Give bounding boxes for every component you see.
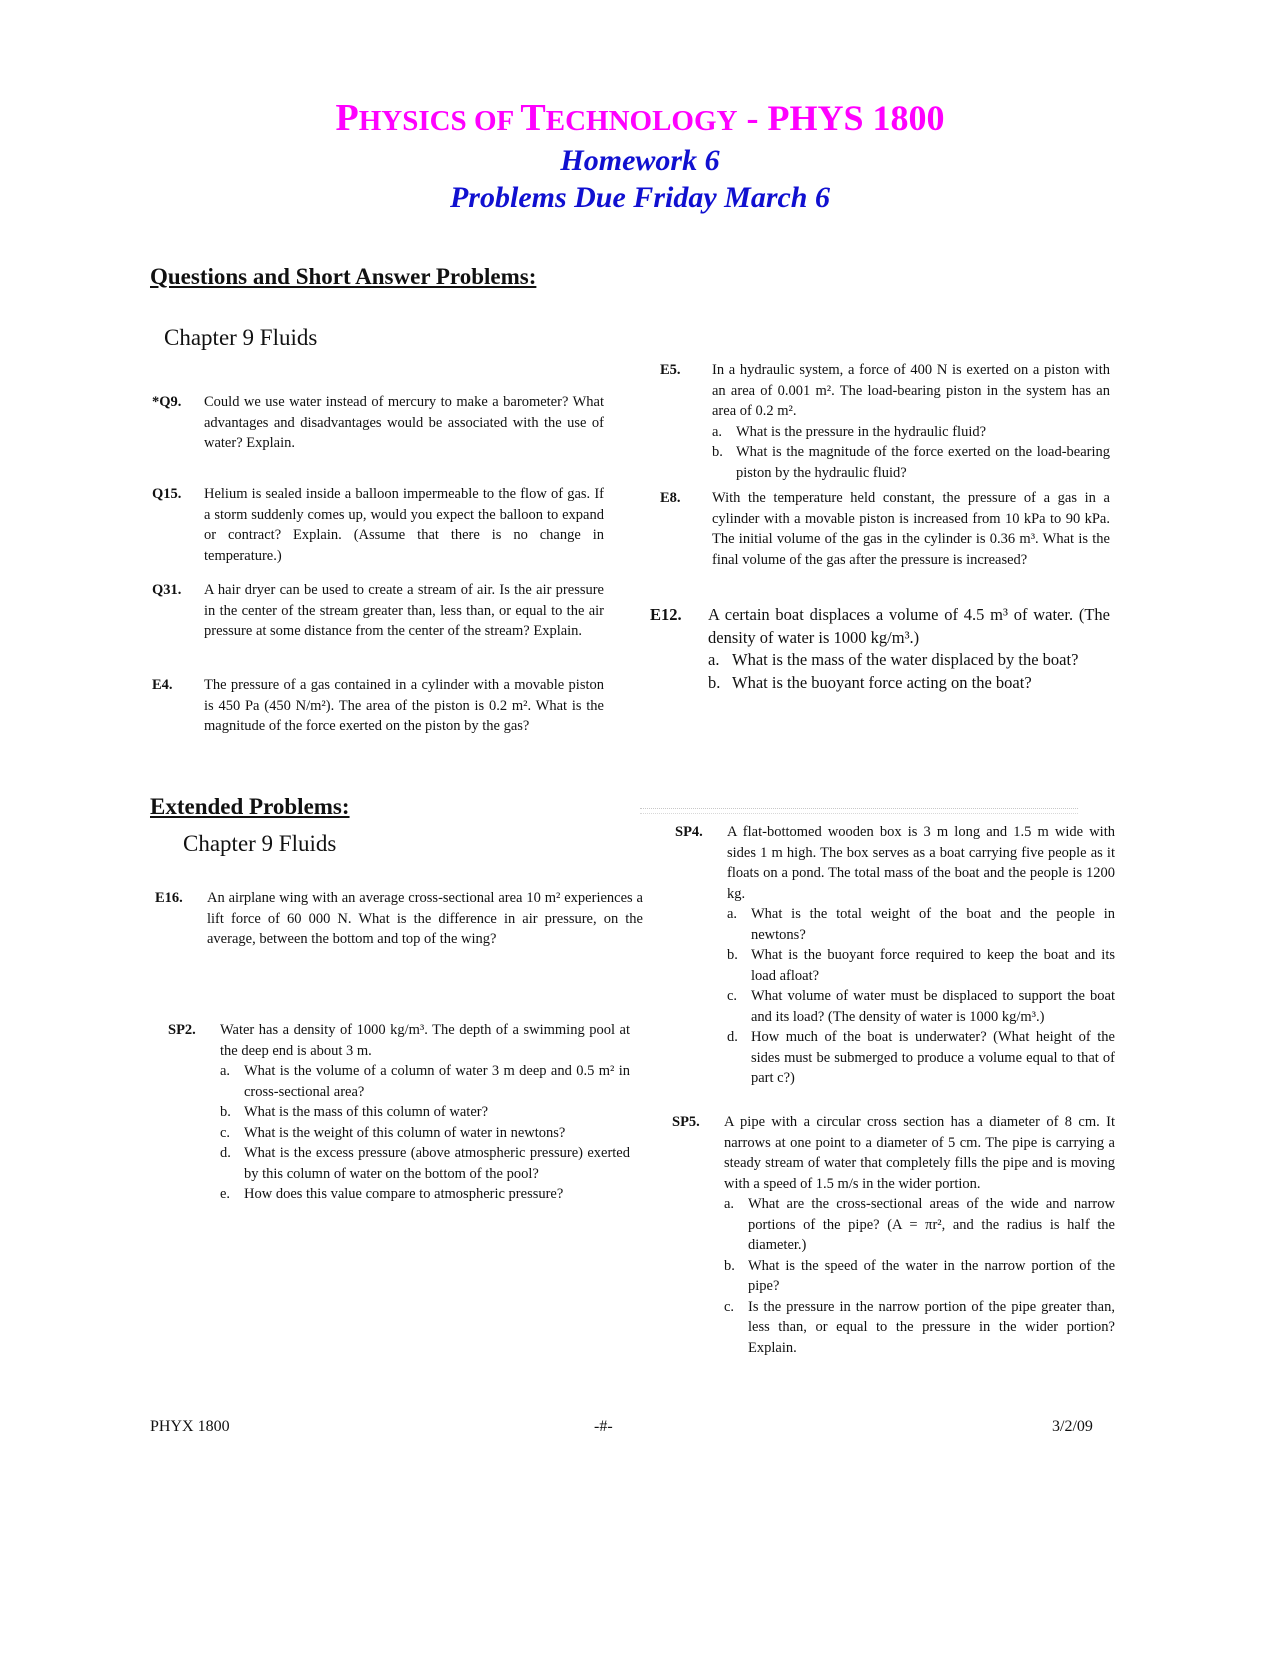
problem-part [220, 1143, 630, 1184]
problem-label: SP4. [675, 824, 703, 840]
problem-text: Water has a density of 1000 kg/m³. The depth of a swimming pool at the deep end is about 3 m. [220, 1022, 630, 1059]
problem-text: In a hydraulic system, a force of 400 N is exerted on a piston with an area of 0.001 m². The load-bearing piston in the system has an area of 0.2 m². [712, 362, 1110, 419]
problem-parts [727, 904, 1115, 1089]
problem-label: SP2. [168, 1022, 196, 1038]
part-text: What is the volume of a column of water 3 m deep and 0.5 m² in cross-sectional area? [244, 1063, 630, 1100]
problem-parts [724, 1194, 1115, 1358]
problem-text: The pressure of a gas contained in a cylinder with a movable piston is 450 Pa (450 N/m²). The area of the piston is 0.2 m². What is the magnitude of the force exerted on the piston by the gas? [204, 677, 604, 734]
problem-parts [712, 422, 1110, 484]
problem-part [724, 1256, 1115, 1297]
part-letter: d. [220, 1145, 231, 1161]
title-t-initial: T [520, 97, 546, 139]
scan-artifact-line [640, 808, 1078, 814]
part-text: Is the pressure in the narrow portion of the pipe greater than, less than, or equal to the pressure in the wider portion? Explain. [748, 1298, 1115, 1356]
problem-e16 [155, 888, 643, 950]
problem-part [712, 422, 1110, 443]
part-letter: a. [220, 1063, 231, 1079]
title-physics-of: HYSICS OF [358, 105, 521, 137]
problem-part [724, 1297, 1115, 1359]
problem-text: A certain boat displaces a volume of 4.5 m³ of water. (The density of water is 1000 kg/m³.) [708, 605, 1110, 647]
part-text: What is the buoyant force acting on the boat? [732, 672, 1032, 692]
part-text: What is the pressure in the hydraulic fluid? [736, 423, 987, 440]
title-course-code: - PHYS 1800 [737, 98, 945, 138]
homework-number: Homework 6 [560, 144, 720, 177]
part-text: What is the magnitude of the force exerted on the load-bearing piston by the hydraulic fluid? [736, 444, 1110, 481]
problem-part [708, 649, 1110, 672]
problem-sp2 [168, 1020, 630, 1205]
part-letter: a. [724, 1196, 735, 1212]
part-letter: b. [724, 1257, 735, 1274]
section-heading-questions: Questions and Short Answer Problems: [150, 264, 537, 289]
problem-sp4 [675, 822, 1115, 1089]
problem-e4 [152, 675, 604, 737]
document-title [0, 96, 1280, 143]
chapter-label-questions: Chapter 9 Fluids [164, 325, 318, 350]
problem-label: Q15. [152, 486, 182, 502]
problem-part [220, 1061, 630, 1102]
part-text: What is the total weight of the boat and the people in newtons? [751, 906, 1115, 943]
part-letter: a. [727, 906, 738, 922]
problem-q9 [152, 392, 604, 454]
part-text: How does this value compare to atmospheric pressure? [244, 1186, 564, 1202]
problem-part [220, 1184, 630, 1205]
problem-part [220, 1123, 630, 1144]
problem-label: *Q9. [152, 394, 182, 410]
problem-label: SP5. [672, 1114, 700, 1130]
problem-e12 [650, 604, 1110, 694]
part-letter: c. [727, 988, 738, 1004]
due-date: Problems Due Friday March 6 [449, 181, 830, 214]
part-letter: a. [708, 650, 720, 669]
problem-q15 [152, 484, 604, 566]
part-text: What is the mass of this column of water? [244, 1104, 489, 1120]
problem-sp5 [672, 1112, 1115, 1358]
problem-e5 [660, 360, 1110, 483]
problem-part [724, 1194, 1115, 1256]
problem-q31 [152, 580, 604, 642]
part-text: How much of the boat is underwater? (What height of the sides must be submerged to produce a volume equal to that of part c?) [751, 1029, 1115, 1086]
problem-label: E8. [660, 490, 681, 506]
part-letter: e. [220, 1186, 231, 1202]
problem-label: E16. [155, 890, 183, 906]
part-letter: c. [220, 1124, 231, 1141]
title-technology: ECHNOLOGY [545, 105, 738, 137]
footer-page-number: -#- [594, 1418, 613, 1435]
problem-text: Could we use water instead of mercury to make a barometer? What advantages and disadvantages would be associated with the use of water? Explain. [204, 394, 604, 451]
part-letter: d. [727, 1029, 738, 1045]
problem-label: E4. [152, 677, 173, 693]
problem-parts [220, 1061, 630, 1205]
problem-part [712, 442, 1110, 483]
chapter-label-extended: Chapter 9 Fluids [183, 831, 337, 856]
problem-part [220, 1102, 630, 1123]
part-text: What is the buoyant force required to keep the boat and its load afloat? [751, 947, 1115, 984]
problem-label: Q31. [152, 582, 182, 598]
part-letter: c. [724, 1298, 735, 1315]
part-letter: b. [727, 947, 738, 963]
part-text: What are the cross-sectional areas of the wide and narrow portions of the pipe? (A = πr², and the radius is half the diameter.) [748, 1196, 1115, 1253]
part-text: What is the weight of this column of water in newtons? [244, 1124, 566, 1141]
part-letter: a. [712, 423, 723, 440]
problem-text: With the temperature held constant, the pressure of a gas in a cylinder with a movable piston is increased from 10 kPa to 90 kPa. The initial volume of the gas in the cylinder is 0.36 m³. What is the final volume of the gas after the pressure is increased? [712, 490, 1110, 568]
part-text: What is the speed of the water in the narrow portion of the pipe? [748, 1257, 1115, 1294]
part-text: What volume of water must be displaced to support the boat and its load? (The density of water is 1000 kg/m³.) [751, 988, 1115, 1025]
problem-text: A hair dryer can be used to create a stream of air. Is the air pressure in the center of the stream greater than, less than, or equal to the air pressure at some distance from the center of the stream? Explain. [204, 582, 604, 639]
footer-course: PHYX 1800 [150, 1418, 230, 1435]
problem-text: Helium is sealed inside a balloon impermeable to the flow of gas. If a storm suddenly comes up, would you expect the balloon to expand or contract? Explain. (Assume that there is no change in temperature.) [204, 486, 604, 564]
part-text: What is the excess pressure (above atmospheric pressure) exerted by this column of water on the bottom of the pool? [244, 1145, 630, 1182]
part-text: What is the mass of the water displaced by the boat? [732, 650, 1079, 669]
problem-text: A pipe with a circular cross section has a diameter of 8 cm. It narrows at one point to a diameter of 5 cm. The pipe is carrying a steady stream of water that completely fills the pipe and is moving with a speed of 1.5 m/s in the wider portion. [724, 1114, 1115, 1192]
problem-text: A flat-bottomed wooden box is 3 m long and 1.5 m wide with sides 1 m high. The box serves as a boat carrying five people as it floats on a pond. The total mass of the boat and the people is 1200 kg. [727, 824, 1115, 902]
title-p-initial: P [335, 97, 359, 139]
problem-part [708, 672, 1110, 695]
problem-parts [708, 649, 1110, 694]
problem-text: An airplane wing with an average cross-sectional area 10 m² experiences a lift force of 60 000 N. What is the difference in air pressure, on the average, between the bottom and top of the wing? [207, 890, 643, 947]
footer-date: 3/2/09 [1052, 1418, 1093, 1435]
section-heading-extended: Extended Problems: [150, 794, 350, 819]
problem-part [727, 1027, 1115, 1089]
problem-part [727, 986, 1115, 1027]
problem-label: E5. [660, 362, 681, 378]
part-letter: b. [708, 672, 721, 692]
part-letter: b. [712, 444, 723, 460]
problem-label: E12. [650, 605, 682, 624]
part-letter: b. [220, 1104, 231, 1120]
problem-e8 [660, 488, 1110, 570]
problem-part [727, 904, 1115, 945]
problem-part [727, 945, 1115, 986]
